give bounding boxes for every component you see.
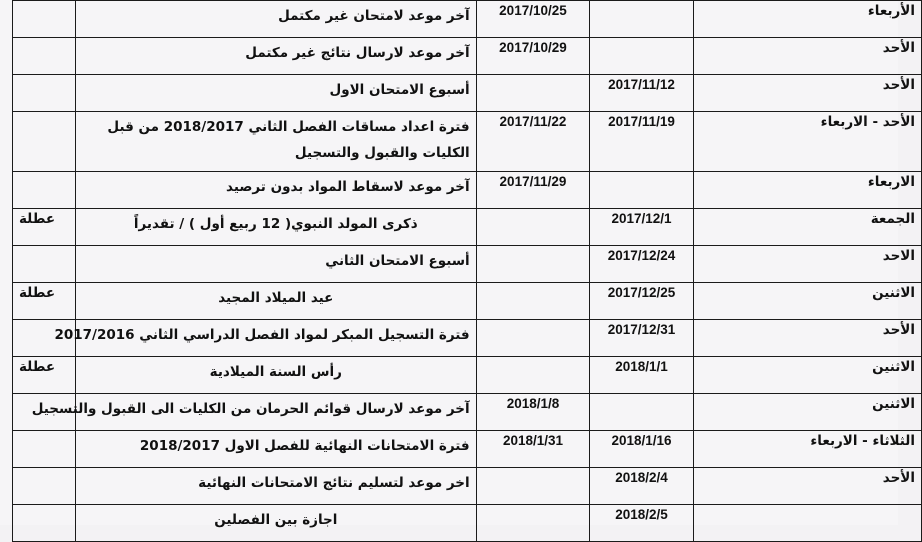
event-cell: آخر موعد لاسقاط المواد بدون ترصيد (75, 172, 476, 209)
event-cell: اخر موعد لتسليم نتائج الامتحانات النهائية (75, 468, 476, 505)
table-row (13, 394, 922, 431)
end-date-cell: 2017/11/22 (476, 112, 590, 172)
event-cell: آخر موعد لارسال نتائج غير مكتمل (75, 38, 476, 75)
start-date-cell: 2017/12/1 (590, 209, 693, 246)
start-date-cell (590, 38, 693, 75)
end-date-cell (476, 283, 590, 320)
day-cell: الأحد (693, 320, 921, 357)
day-cell (693, 505, 921, 542)
table-row (13, 38, 922, 75)
event-cell: فترة التسجيل المبكر لمواد الفصل الدراسي الثاني 2017/2016 (75, 320, 476, 357)
start-date-cell: 2017/12/31 (590, 320, 693, 357)
note-cell (13, 1, 76, 38)
end-date-cell (476, 320, 590, 357)
start-date-cell: 2017/11/19 (590, 112, 693, 172)
note-cell (13, 112, 76, 172)
event-cell: اجازة بين الفصلين (75, 505, 476, 542)
start-date-cell (590, 1, 693, 38)
event-cell: آخر موعد لامتحان غير مكتمل (75, 1, 476, 38)
note-cell (13, 246, 76, 283)
day-cell: الاحد (693, 246, 921, 283)
end-date-cell: 2017/10/25 (476, 1, 590, 38)
end-date-cell (476, 468, 590, 505)
end-date-cell: 2018/1/31 (476, 431, 590, 468)
table-row (13, 357, 922, 394)
note-cell (13, 38, 76, 75)
note-cell (13, 468, 76, 505)
day-cell: الأربعاء (693, 1, 921, 38)
event-cell: رأس السنة الميلادية (75, 357, 476, 394)
event-cell: فترة الامتحانات النهائية للفصل الاول 2018/2017 (75, 431, 476, 468)
end-date-cell (476, 209, 590, 246)
event-cell: عيد الميلاد المجيد (75, 283, 476, 320)
start-date-cell: 2018/1/1 (590, 357, 693, 394)
end-date-cell (476, 505, 590, 542)
day-cell: الجمعة (693, 209, 921, 246)
start-date-cell: 2017/11/12 (590, 75, 693, 112)
note-cell: عطلة (13, 357, 76, 394)
table-row (13, 320, 922, 357)
table-row (13, 172, 922, 209)
start-date-cell (590, 394, 693, 431)
day-cell: الاثنين (693, 394, 921, 431)
start-date-cell: 2017/12/24 (590, 246, 693, 283)
table-row (13, 209, 922, 246)
event-cell: أسبوع الامتحان الثاني (75, 246, 476, 283)
start-date-cell: 2018/1/16 (590, 431, 693, 468)
day-cell: الاربعاء (693, 172, 921, 209)
start-date-cell: 2017/12/25 (590, 283, 693, 320)
academic-calendar-table (12, 0, 922, 542)
start-date-cell: 2018/2/4 (590, 468, 693, 505)
table-row (13, 283, 922, 320)
note-cell (13, 505, 76, 542)
day-cell: الأحد (693, 38, 921, 75)
note-cell: عطلة (13, 283, 76, 320)
day-cell: الاثنين (693, 283, 921, 320)
start-date-cell (590, 172, 693, 209)
table-row (13, 246, 922, 283)
end-date-cell (476, 246, 590, 283)
day-cell: الثلاثاء - الاربعاء (693, 431, 921, 468)
event-cell: ذكرى المولد النبوي( 12 ربيع أول ) / تقديراً (75, 209, 476, 246)
start-date-cell: 2018/2/5 (590, 505, 693, 542)
table-row (13, 505, 922, 542)
table-row (13, 112, 922, 172)
table-row (13, 431, 922, 468)
event-cell: آخر موعد لارسال قوائم الحرمان من الكليات الى القبول والتسجيل (75, 394, 476, 431)
note-cell: عطلة (13, 209, 76, 246)
event-cell (75, 112, 476, 172)
end-date-cell: 2017/10/29 (476, 38, 590, 75)
note-cell (13, 172, 76, 209)
end-date-cell: 2017/11/29 (476, 172, 590, 209)
note-cell (13, 431, 76, 468)
end-date-cell (476, 75, 590, 112)
day-cell: الاثنين (693, 357, 921, 394)
end-date-cell: 2018/1/8 (476, 394, 590, 431)
table-row (13, 1, 922, 38)
event-cell: أسبوع الامتحان الاول (75, 75, 476, 112)
note-cell (13, 75, 76, 112)
table-row (13, 75, 922, 112)
day-cell: الأحد (693, 75, 921, 112)
table-row (13, 468, 922, 505)
day-cell: الأحد - الاربعاء (693, 112, 921, 172)
end-date-cell (476, 357, 590, 394)
day-cell: الأحد (693, 468, 921, 505)
event-text: فترة اعداد مساقات الفصل الثاني 2018/2017 من قبل الكليات والقبول والتسجيل (107, 119, 470, 161)
